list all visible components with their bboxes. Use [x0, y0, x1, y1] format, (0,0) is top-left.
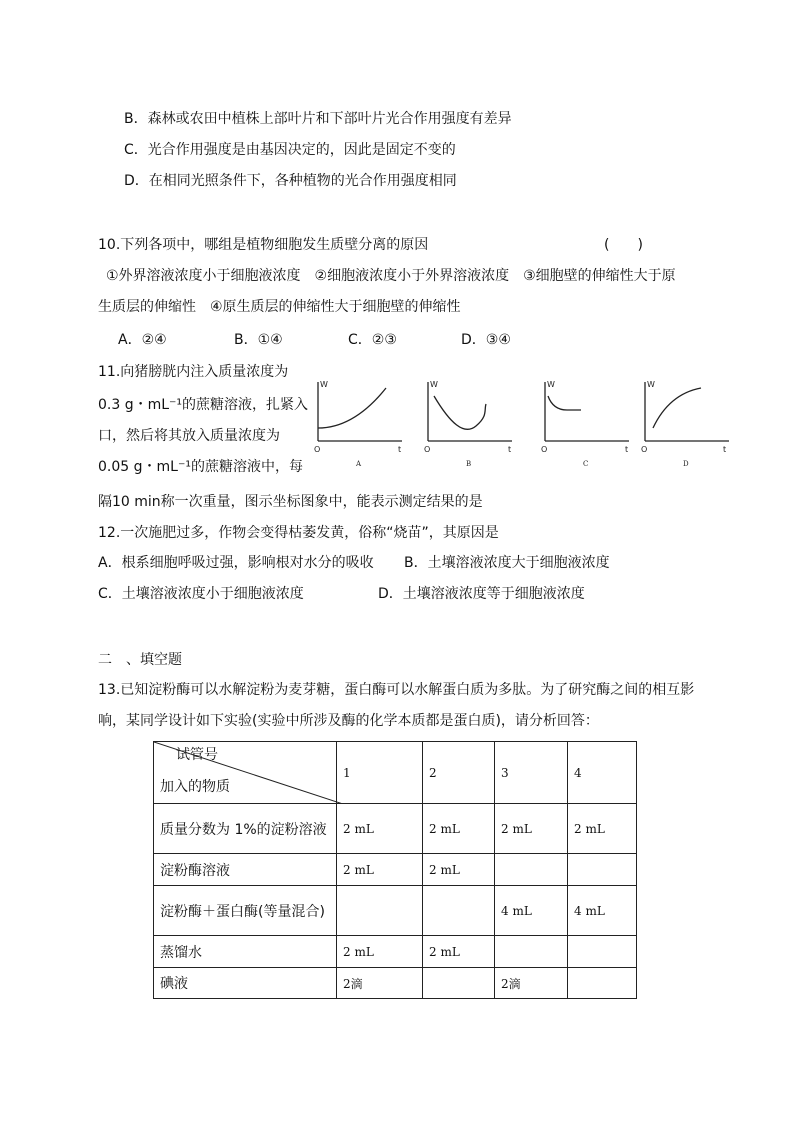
table-cell: 2 mL — [337, 854, 423, 886]
q10-option-c: C．②③ — [348, 332, 397, 348]
table-cell: 2 mL — [568, 804, 637, 854]
header-tube-number: 试管号 — [176, 747, 218, 763]
graph-c-x-label: t — [625, 445, 629, 454]
tube-3-header: 3 — [495, 742, 568, 804]
graph-b-y-label: W — [430, 380, 438, 389]
table-cell: 2 mL — [495, 804, 568, 854]
graph-a-y-label: W — [320, 380, 328, 389]
row-label-starch: 质量分数为 1%的淀粉溶液 — [154, 804, 337, 854]
option-d: D．在相同光照条件下，各种植物的光合作用强度相同 — [124, 173, 457, 189]
q10-option-d: D．③④ — [461, 332, 511, 348]
row-label-amylase: 淀粉酶溶液 — [154, 854, 337, 886]
table-cell — [423, 968, 495, 999]
q11-line2: 0.3 g・mL⁻¹的蔗糖溶液，扎紧入 — [98, 397, 309, 413]
q11-line5: 隔10 min称一次重量，图示坐标图象中，能表示测定结果的是 — [98, 494, 483, 510]
q12-option-c: C．土壤溶液浓度小于细胞液浓度 — [98, 586, 304, 602]
tube-4-header: 4 — [568, 742, 637, 804]
graph-a-origin: O — [314, 445, 321, 454]
q10-answer-paren: ( ) — [604, 237, 643, 253]
table-header-row — [154, 742, 637, 804]
row-label-distilled-water: 蒸馏水 — [154, 936, 337, 968]
header-substance: 加入的物质 — [160, 779, 230, 795]
table-cell: 4 mL — [495, 886, 568, 936]
graph-b — [416, 378, 516, 472]
tube-1-header: 1 — [337, 742, 423, 804]
q12-option-a: A．根系细胞呼吸过强，影响根对水分的吸收 — [98, 555, 374, 571]
graph-c-origin: O — [541, 445, 548, 454]
graph-a-x-label: t — [398, 445, 402, 454]
option-c: C．光合作用强度是由基因决定的，因此是固定不变的 — [124, 142, 456, 158]
table-row — [154, 804, 637, 854]
table-cell: 2 mL — [423, 804, 495, 854]
row-label-iodine: 碘液 — [154, 968, 337, 999]
graph-b-origin: O — [424, 445, 431, 454]
option-b: B．森林或农田中植株上部叶片和下部叶片光合作用强度有差异 — [124, 111, 512, 127]
q11-line3: 口，然后将其放入质量浓度为 — [98, 428, 280, 444]
graph-c-name: C — [583, 460, 589, 468]
graph-b-name: B — [466, 460, 472, 468]
table-cell: 2 mL — [337, 936, 423, 968]
table-row — [154, 886, 637, 936]
graph-a — [306, 378, 406, 472]
table-row — [154, 936, 637, 968]
table-cell: 2滴 — [337, 968, 423, 999]
q10-option-b: B．①④ — [234, 332, 283, 348]
graph-d-origin: O — [641, 445, 648, 454]
q13-line2: 响，某同学设计如下实验(实验中所涉及酶的化学本质都是蛋白质)，请分析回答： — [98, 713, 599, 729]
graph-d-name: D — [683, 460, 689, 468]
table-cell — [568, 854, 637, 886]
graph-c-y-label: W — [547, 380, 555, 389]
table-cell — [337, 886, 423, 936]
table-cell — [568, 968, 637, 999]
table-cell — [495, 854, 568, 886]
table-cell: 2 mL — [423, 854, 495, 886]
q12-stem: 12.一次施肥过多，作物会变得枯萎发黄，俗称“烧苗”，其原因是 — [98, 525, 499, 541]
graph-d — [633, 378, 733, 472]
section-heading: 二 、填空题 — [98, 652, 182, 668]
graph-a-name: A — [356, 460, 362, 468]
table-cell — [495, 936, 568, 968]
q11-line4: 0.05 g・mL⁻¹的蔗糖溶液中，每 — [98, 459, 303, 475]
table-header-corner — [154, 742, 337, 804]
tube-2-header: 2 — [423, 742, 495, 804]
table-cell: 2 mL — [337, 804, 423, 854]
table-row — [154, 854, 637, 886]
q12-option-b: B．土壤溶液浓度大于细胞液浓度 — [404, 555, 610, 571]
q13-line1: 13.已知淀粉酶可以水解淀粉为麦芽糖，蛋白酶可以水解蛋白质为多肽。为了研究酶之间的相互影 — [98, 682, 695, 698]
graph-c — [533, 378, 633, 472]
q10-choices-line2: 生质层的伸缩性 ④原生质层的伸缩性大于细胞壁的伸缩性 — [98, 299, 461, 315]
q10-stem: 10.下列各项中，哪组是植物细胞发生质壁分离的原因 — [98, 237, 429, 253]
table-cell — [423, 886, 495, 936]
table-cell: 2滴 — [495, 968, 568, 999]
q12-option-d: D．土壤溶液浓度等于细胞液浓度 — [378, 586, 585, 602]
table-cell: 4 mL — [568, 886, 637, 936]
row-label-amylase-protease: 淀粉酶＋蛋白酶(等量混合) — [154, 886, 337, 936]
graph-b-x-label: t — [508, 445, 512, 454]
table-row — [154, 968, 637, 999]
table-cell: 2 mL — [423, 936, 495, 968]
graph-d-y-label: W — [647, 380, 655, 389]
table-cell — [568, 936, 637, 968]
graph-d-x-label: t — [723, 445, 727, 454]
experiment-table — [153, 741, 637, 999]
q10-option-a: A．②④ — [118, 332, 167, 348]
q10-choices-line1: ①外界溶液浓度小于细胞液浓度 ②细胞液浓度小于外界溶液浓度 ③细胞壁的伸缩性大于原 — [106, 268, 676, 284]
q11-line1: 11.向猪膀胱内注入质量浓度为 — [98, 364, 289, 380]
